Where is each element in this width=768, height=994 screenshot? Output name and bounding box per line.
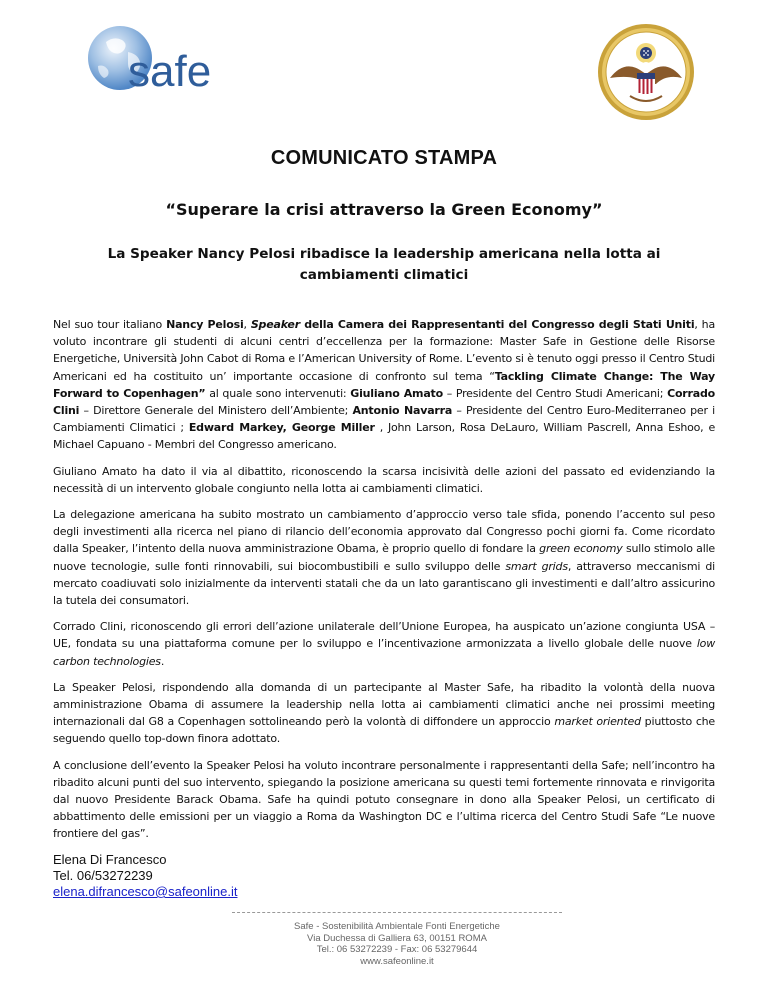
footer-website: www.safeonline.it: [360, 955, 434, 967]
footer-phone-fax: Tel.: 06 53272239 - Fax: 06 53279644: [316, 944, 478, 955]
emphasis-text: Speaker: [250, 318, 300, 331]
emphasis-text: Antonio Navarra: [352, 404, 453, 418]
contact-phone: Tel. 06/53272239: [53, 868, 153, 883]
paragraph: Giuliano Amato ha dato il via al dibattito, riconoscendo la scarsa incisività delle azioni del passato ed evidenziando la necessità di un intervento globale congiunto nella lotta ai cambiamenti climatici.: [53, 464, 715, 495]
contact-block: [53, 852, 237, 900]
emphasis-text: della Camera dei Rappresentanti del Congresso degli Stati Uniti: [299, 318, 695, 331]
paragraph: La delegazione americana ha subito mostrato un cambiamento d’approccio verso tale sfida, ponendo l’accento sul peso degli investimenti alla ricerca nel piano di rilancio dell’economia approvato dal Congresso pochi giorni fa. Come ricordato dalla Speaker, l’intento della nuova amministrazione Obama, è proprio quello di fondare la green economy sullo stimolo alle nuove tecnologie, sulle fonti rinnovabili, sui biocombustibili e sullo sviluppo delle smart grids, attraverso meccanismi di mercato coadiuvati solo inizialmente da interventi statali che da un lato garantiscano gli investimenti e dall’altro assicurino la tutela dei consumatori.: [53, 508, 716, 608]
paragraph: A conclusione dell’evento la Speaker Pelosi ha voluto incontrare personalmente i rappresentanti della Safe; nell’incontro ha ribadito alcuni punti del suo intervento, spiegando la posizione americana su questi temi fortemente rinnovata e rinvigorita dal nuovo Presidente Barack Obama. Safe ha quindi potuto consegnare in dono alla Speaker Pelosi, un certificato di abbattimento delle emissioni per un viaggio a Roma da Washington DC e l’ultima ricerca del Centro Studi Safe “Le nuove frontiere del gas”.: [53, 758, 715, 841]
press-release-subtitle: “Superare la crisi attraverso la Green Economy”: [165, 200, 603, 219]
paragraph: Corrado Clini, riconoscendo gli errori dell’azione unilaterale dell’Unione Europea, ha auspicato un’azione congiunta USA – UE, fondata su una piattaforma comune per lo sviluppo e l’incentivazione armonizzata a livello globale delle nuove low carbon technologies.: [53, 620, 715, 668]
paragraph: La Speaker Pelosi, rispondendo alla domanda di un partecipante al Master Safe, ha ribadito la volontà della nuova amministrazione Obama di assumere la leadership nella lotta ai cambiamenti climatici anche nei prossimi meeting internazionali dal G8 a Copenhagen sottolineando però la volontà di diffondere un approccio market oriented piuttosto che seguendo quello top-down finora adottato.: [53, 680, 716, 746]
footer-organization: Safe - Sostenibilità Ambientale Fonti Energetiche: [294, 921, 500, 932]
press-release-body: [53, 316, 715, 852]
emphasis-text: Edward Markey, George Miller: [188, 421, 375, 435]
emphasis-text: Tackling Climate Change: The Way Forward to Copenhagen”: [53, 369, 715, 400]
footer-divider: [232, 912, 562, 913]
footer-address: Via Duchessa di Galliera 63, 00151 ROMA: [307, 932, 487, 944]
emphasis-text: green economy: [539, 542, 623, 556]
emphasis-text: Corrado Clini: [53, 386, 716, 418]
footer: [232, 921, 562, 967]
safe-logo-text: safe: [128, 47, 212, 96]
safe-logo: [84, 22, 234, 102]
emphasis-text: Nancy Pelosi: [166, 318, 244, 331]
contact-name: Elena Di Francesco: [53, 852, 167, 867]
press-release-headline: La Speaker Nancy Pelosi ribadisce la leadership americana nella lotta ai cambiamenti climatici: [107, 246, 661, 283]
emphasis-text: low carbon technologies: [53, 637, 715, 668]
contact-email-link[interactable]: elena.difrancesco@safeonline.it: [53, 884, 238, 899]
emphasis-text: smart grids: [505, 559, 568, 573]
paragraph: Nel suo tour italiano Nancy Pelosi, Speaker della Camera dei Rappresentanti del Congresso degli Stati Uniti, ha voluto incontrare gli studenti di alcuni centri d’eccellenza per la formazione: Master Safe in Gestione delle Risorse Energetiche, Università John Cabot di Roma e l’American University of Rome. L’evento si è tenuto oggi presso il Centro Studi Americani ed ha costituito un’ importante occasione di confronto sul tema “Tackling Climate Change: The Way Forward to Copenhagen” al quale sono intervenuti: Giuliano Amato – Presidente del Centro Studi Americani; Corrado Clini – Direttore Generale del Ministero dell’Ambiente; Antonio Navarra – Presidente del Centro Euro-Mediterraneo per i Cambiamenti Climatici ; Edward Markey, George Miller , John Larson, Rosa DeLauro, William Pascrell, Anna Eshoo, e Michael Capuano - Membri del Congresso americano.: [53, 318, 716, 452]
emphasis-text: Giuliano Amato: [350, 386, 443, 400]
emphasis-text: market oriented: [554, 715, 641, 729]
press-release-title: COMUNICATO STAMPA: [270, 147, 498, 169]
us-great-seal: [596, 22, 696, 122]
